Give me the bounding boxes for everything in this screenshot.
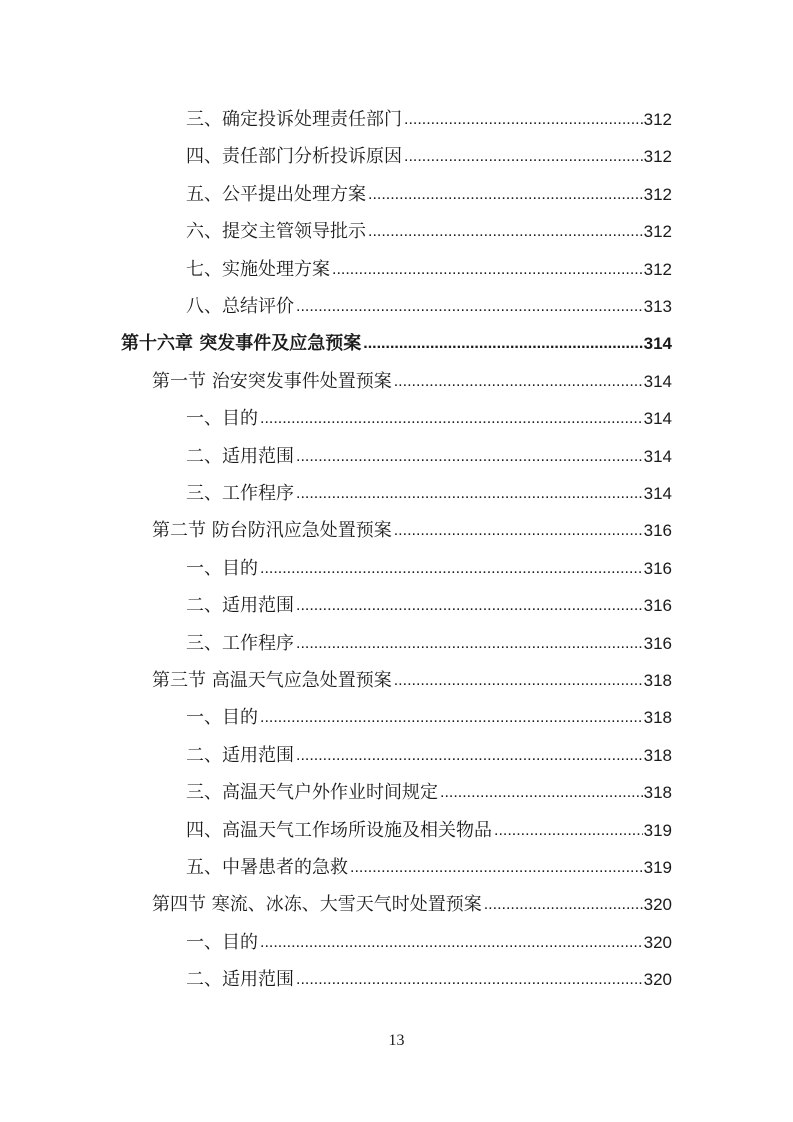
- toc-entry-page: 312: [643, 259, 672, 279]
- toc-entry[interactable]: [186, 478, 672, 506]
- toc-entry[interactable]: [186, 254, 672, 282]
- toc-entry[interactable]: [186, 104, 672, 132]
- toc-entry[interactable]: [121, 328, 672, 356]
- toc-entry-title: 五、中暑患者的急救: [186, 857, 348, 878]
- toc-entry-title: 三、高温天气户外作业时间规定: [186, 782, 438, 804]
- toc-entry[interactable]: [186, 141, 672, 169]
- toc-entry-title: 一、目的: [186, 557, 258, 579]
- toc-entry-page: 314: [643, 409, 672, 429]
- toc-entry-page: 316: [643, 521, 672, 541]
- toc-leader-dots: [368, 222, 643, 242]
- toc-entry[interactable]: [186, 852, 672, 880]
- toc-entry-page: 318: [643, 708, 672, 728]
- toc-entry-page: 318: [643, 745, 672, 765]
- toc-entry-title: 四、责任部门分析投诉原因: [186, 146, 402, 168]
- toc-entry-title: 四、高温天气工作场所设施及相关物品: [186, 819, 492, 841]
- toc-entry-page: 314: [643, 334, 672, 354]
- toc-entry[interactable]: [152, 515, 672, 543]
- toc-entry[interactable]: [152, 366, 672, 394]
- toc-entry-title: 一、目的: [186, 408, 258, 430]
- toc-entry-page: 316: [643, 596, 672, 616]
- toc-entry[interactable]: [186, 702, 672, 730]
- toc-entry[interactable]: [186, 815, 672, 843]
- toc-leader-dots: [332, 260, 643, 280]
- toc-entry-page: 319: [643, 858, 672, 877]
- toc-entry-page: 320: [643, 970, 672, 990]
- page-number: 13: [388, 1032, 405, 1049]
- toc-entry[interactable]: [186, 777, 672, 805]
- toc-entry[interactable]: [186, 964, 672, 992]
- toc-leader-dots: [260, 933, 643, 953]
- toc-entry[interactable]: [186, 441, 672, 469]
- toc-entry[interactable]: [186, 927, 672, 955]
- toc-entry-page: 312: [643, 184, 672, 204]
- toc-entry-page: 312: [643, 147, 672, 167]
- toc-entry-title: 一、目的: [186, 707, 258, 729]
- toc-leader-dots: [296, 634, 643, 654]
- toc-entry-title: 第三节 高温天气应急处置预案: [152, 670, 392, 691]
- toc-leader-dots: [296, 297, 643, 317]
- toc-entry-page: 320: [643, 895, 672, 915]
- toc-entry-title: 二、适用范围: [186, 969, 294, 991]
- toc-leader-dots: [484, 895, 643, 915]
- toc-entry[interactable]: [186, 628, 672, 656]
- toc-leader-dots: [260, 708, 643, 728]
- toc-entry-title: 三、工作程序: [186, 483, 294, 504]
- toc-entry-page: 313: [643, 297, 672, 316]
- toc-leader-dots: [494, 821, 643, 841]
- toc-leader-dots: [350, 858, 643, 878]
- toc-entry[interactable]: [186, 740, 672, 768]
- toc-entry-title: 第十六章 突发事件及应急预案: [121, 333, 362, 355]
- toc-entry-title: 二、适用范围: [186, 744, 294, 766]
- toc-entry[interactable]: [186, 403, 672, 431]
- toc-entry-title: 三、工作程序: [186, 632, 294, 654]
- toc-entry-title: 第二节 防台防汛应急处置预案: [152, 520, 392, 542]
- toc-entry-title: 七、实施处理方案: [186, 258, 330, 280]
- toc-leader-dots: [394, 671, 643, 691]
- toc-leader-dots: [296, 484, 643, 504]
- toc-entry-title: 八、总结评价: [186, 296, 294, 317]
- toc-entry-page: 319: [643, 820, 672, 840]
- toc-leader-dots: [404, 110, 643, 130]
- toc-entry[interactable]: [186, 179, 672, 207]
- toc-entry-title: 第一节 治安突发事件处置预案: [152, 370, 392, 392]
- toc-leader-dots: [296, 970, 643, 990]
- toc-leader-dots: [404, 147, 643, 167]
- toc-entry-page: 320: [643, 932, 672, 952]
- toc-entry-title: 二、适用范围: [186, 595, 294, 617]
- toc-leader-dots: [260, 409, 643, 429]
- toc-leader-dots: [296, 447, 643, 467]
- toc-entry[interactable]: [186, 291, 672, 319]
- toc-entry-title: 二、适用范围: [186, 445, 294, 467]
- toc-leader-dots: [368, 185, 643, 205]
- toc-leader-dots: [363, 334, 642, 354]
- toc-leader-dots: [260, 559, 643, 579]
- toc-entry[interactable]: [186, 216, 672, 244]
- toc-leader-dots: [440, 783, 643, 803]
- toc-leader-dots: [394, 372, 643, 392]
- toc-entry-page: 314: [643, 446, 672, 466]
- toc-entry-page: 316: [643, 558, 672, 578]
- toc-entry[interactable]: [186, 553, 672, 581]
- toc-leader-dots: [296, 596, 643, 616]
- toc-entry-title: 三、确定投诉处理责任部门: [186, 109, 402, 130]
- toc-entry-page: 318: [643, 783, 672, 803]
- toc-entry-page: 312: [643, 110, 672, 129]
- toc-entry-title: 一、目的: [186, 931, 258, 953]
- toc-entry-page: 318: [643, 671, 672, 690]
- toc-entry-title: 第四节 寒流、冰冻、大雪天气时处置预案: [152, 894, 482, 916]
- toc-entry[interactable]: [152, 889, 672, 917]
- toc-entry-title: 六、提交主管领导批示: [186, 221, 366, 243]
- toc-entry-page: 316: [643, 633, 672, 653]
- toc-entry[interactable]: [186, 590, 672, 618]
- toc-entry[interactable]: [152, 665, 672, 693]
- toc-leader-dots: [296, 746, 643, 766]
- toc-entry-page: 312: [643, 222, 672, 242]
- toc-entry-title: 五、公平提出处理方案: [186, 183, 366, 205]
- toc-leader-dots: [394, 521, 643, 541]
- toc-entry-page: 314: [643, 371, 672, 391]
- toc-entry-page: 314: [643, 484, 672, 503]
